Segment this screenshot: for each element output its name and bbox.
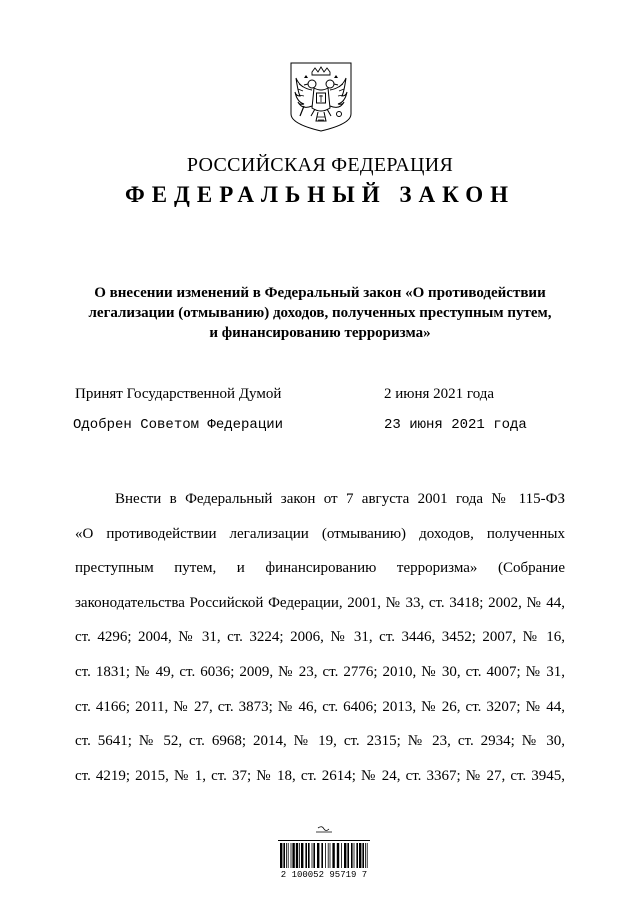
document-type-heading: ФЕДЕРАЛЬНЫЙ ЗАКОН xyxy=(124,182,516,207)
law-title-line: легализации (отмыванию) доходов, полученных преступным путем, xyxy=(88,305,552,321)
council-approval-date: 23 июня 2021 года xyxy=(384,417,527,433)
barcode-mark-icon xyxy=(272,826,376,870)
body-line: ст. 1831; № 49, ст. 6036; 2009, № 23, ст. 2776; 2010, № 30, ст. 4007; № 31, xyxy=(75,663,565,680)
law-title-line: О внесении изменений в Федеральный закон «О противодействии xyxy=(94,285,546,301)
body-line: ст. 5641; № 52, ст. 6968; 2014, № 19, ст. 2315; № 23, ст. 2934; № 30, xyxy=(75,733,565,750)
body-line: преступным путем, и финансированию терроризма» (Собрание xyxy=(75,560,565,577)
coat-of-arms-emblem-icon xyxy=(290,62,352,132)
duma-adoption-date: 2 июня 2021 года xyxy=(384,386,495,402)
law-body-paragraph xyxy=(75,482,565,793)
body-line: ст. 4219; 2015, № 1, ст. 37; № 18, ст. 2614; № 24, ст. 3367; № 27, ст. 3945, xyxy=(75,767,565,784)
barcode-number: 2 100052 95719 7 xyxy=(280,870,368,880)
duma-adoption-label: Принят Государственной Думой xyxy=(75,386,282,402)
document-barcode xyxy=(272,826,376,882)
body-line: законодательства Российской Федерации, 2001, № 33, ст. 3418; 2002, № 44, xyxy=(75,594,565,611)
body-line: Внести в Федеральный закон от 7 августа 2001 года № 115-ФЗ xyxy=(115,491,565,507)
law-title-line: и финансированию терроризма» xyxy=(209,325,431,341)
body-line: «О противодействии легализации (отмыванию) доходов, полученных xyxy=(75,525,565,542)
council-approval-label: Одобрен Советом Федерации xyxy=(73,417,284,433)
body-line: ст. 4166; 2011, № 27, ст. 3873; № 46, ст. 6406; 2013, № 26, ст. 3207; № 44, xyxy=(75,698,565,715)
law-title xyxy=(60,283,580,343)
country-heading: РОССИЙСКАЯ ФЕДЕРАЦИЯ xyxy=(186,154,454,176)
body-line: ст. 4296; 2004, № 31, ст. 3224; 2006, № 31, ст. 3446, 3452; 2007, № 16, xyxy=(75,629,565,646)
